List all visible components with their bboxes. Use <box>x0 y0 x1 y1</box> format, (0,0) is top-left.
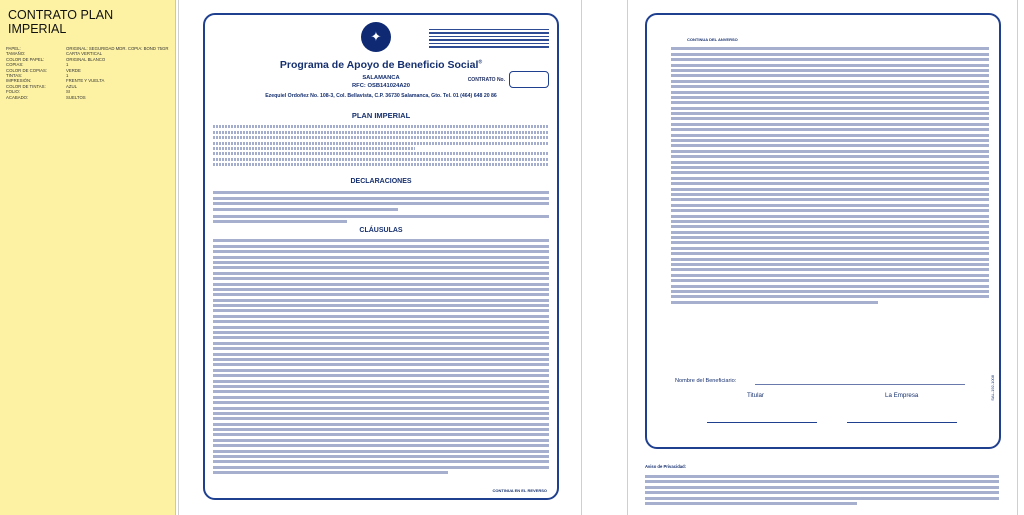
titular-label: Titular <box>747 392 764 399</box>
privacy-lead: Aviso de Privacidad: <box>645 464 687 469</box>
titular-signature-line[interactable] <box>707 422 817 423</box>
spec-row: TINTAS: 1 <box>6 73 69 79</box>
continue-front-note: CONTINUA DEL ANVERSO <box>687 37 738 42</box>
back-border <box>645 13 1001 449</box>
spec-row: PAPEL: ORIGINAL: SEGURIDAD MDR. COPIA: BOND 75GR <box>6 46 169 51</box>
clauses-title: CLÁUSULAS <box>359 227 403 234</box>
contract-number: CONTRATO No. <box>468 71 549 88</box>
signatures <box>647 392 999 432</box>
print-spec-note <box>0 0 176 515</box>
spec-row: COLOR DE TINTAS: AZUL <box>6 83 77 89</box>
privacy-notice <box>645 455 999 507</box>
spec-row: COLOR DE COPIAS: VERDE <box>6 67 81 73</box>
beneficiary-field[interactable] <box>755 384 965 385</box>
spec-row: COLOR DE PAPEL: ORIGINAL BLANCO <box>6 56 106 62</box>
spec-row: TAMAÑO: CARTA VERTICAL <box>6 51 103 57</box>
spec-row: COPIAS: 1 <box>6 62 69 68</box>
form-code: SAL-192-1008 <box>990 375 995 401</box>
beneficiary-label: Nombre del Beneficiario: <box>675 378 737 384</box>
header-stripes <box>429 29 549 50</box>
program-title: Programa de Apoyo de Beneficio Social® <box>279 59 483 71</box>
city-label: SALAMANCA <box>362 75 400 81</box>
company-signature-line[interactable] <box>847 422 957 423</box>
contract-back-page <box>627 0 1018 515</box>
front-border <box>203 13 559 500</box>
declarations-title: DECLARACIONES <box>350 178 412 185</box>
note-title: CONTRATO PLAN IMPERIAL <box>8 8 114 36</box>
company-logo-icon: ✦ <box>361 22 391 52</box>
spec-row: FOLIO: SI <box>6 89 71 95</box>
clauses-text <box>213 237 549 477</box>
contract-number-field[interactable] <box>509 71 549 88</box>
back-clauses-text <box>671 45 989 306</box>
rfc-label: RFC: OSB141024A20 <box>352 83 410 89</box>
intro-paragraph <box>213 123 549 169</box>
company-address: Ezequiel Ordoñez No. 108-3, Col. Bellavista, C.P. 36730 Salamanca, Gto. Tel. 01 (464) 648 20 86 <box>265 93 497 99</box>
plan-title: PLAN IMPERIAL <box>351 111 411 120</box>
contract-front-page <box>178 0 582 515</box>
spec-row: IMPRESIÓN: FRENTE Y VUELTA <box>6 78 105 84</box>
declarations-text <box>213 189 549 225</box>
company-label: La Empresa <box>885 392 919 399</box>
spec-row: ACABADO: SUELTOS <box>6 94 86 100</box>
continue-reverse-note: CONTINUA EN EL REVERSO <box>492 488 547 493</box>
